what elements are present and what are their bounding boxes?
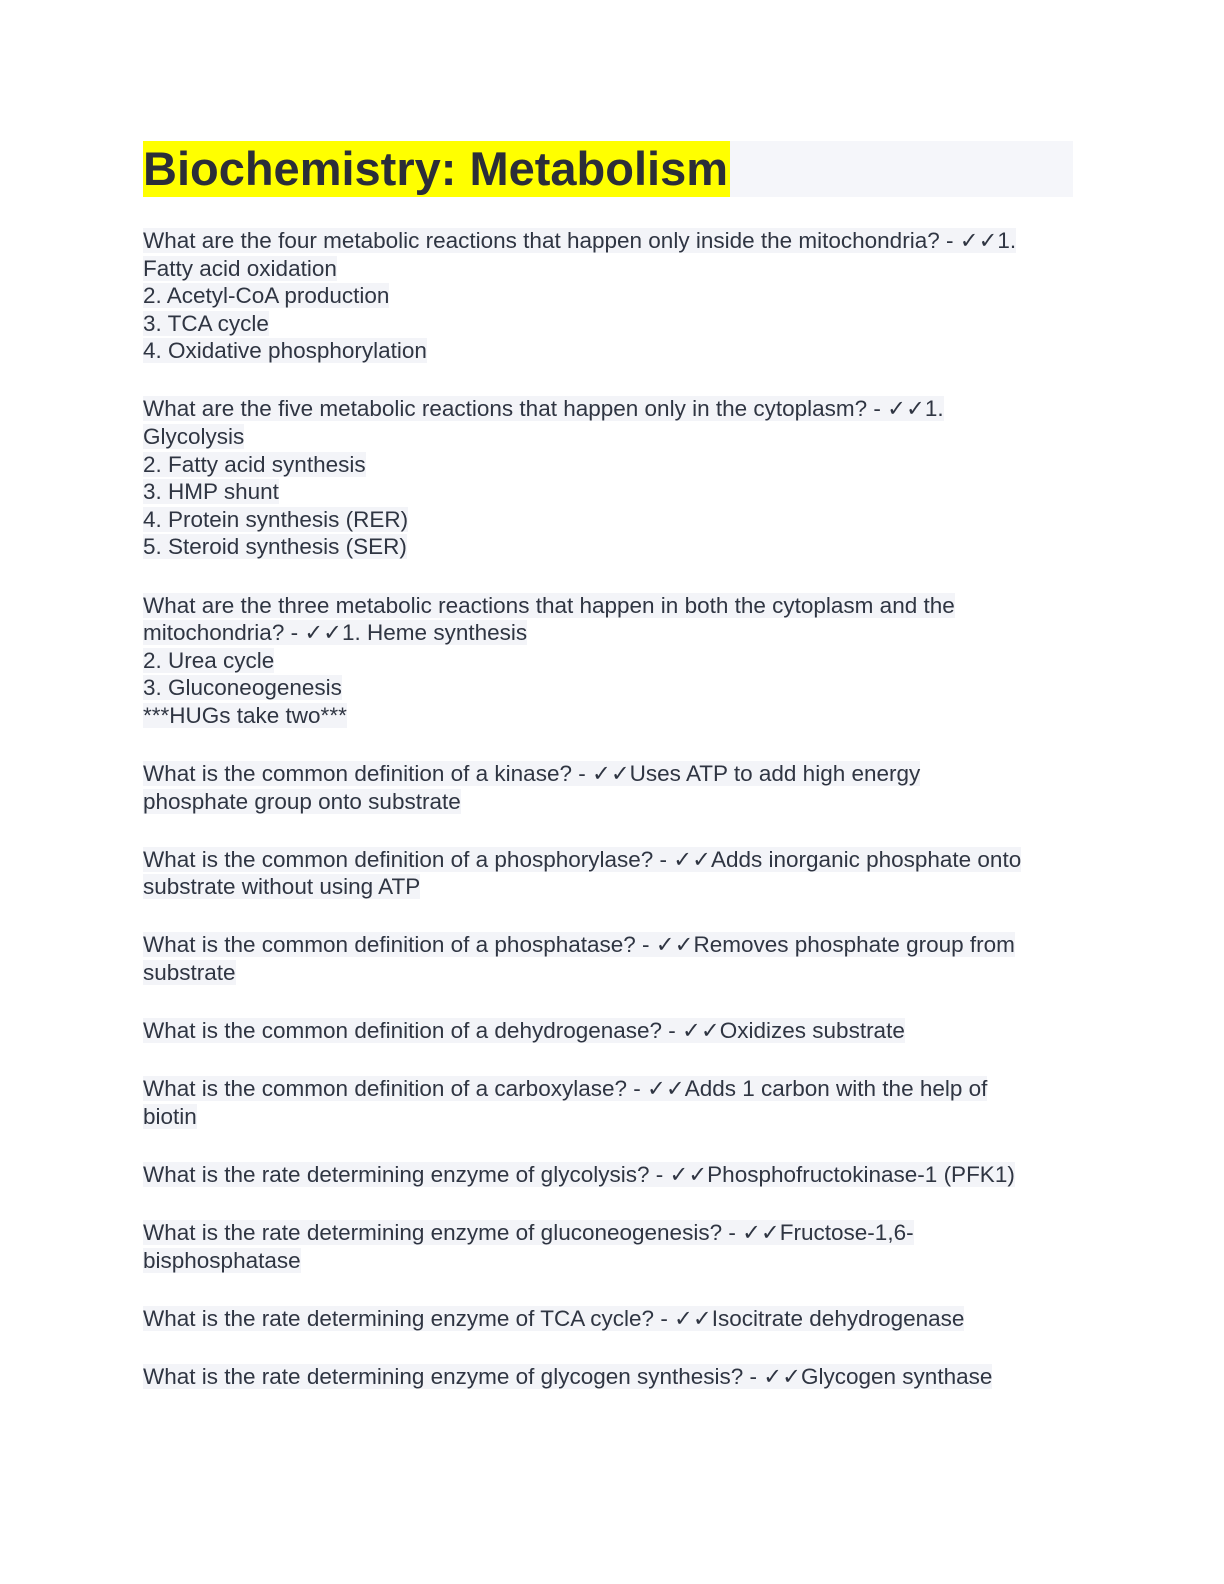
qa-line-text: What is the rate determining enzyme of glycolysis? - ✓✓Phosphofructokinase-1 (PFK1) [143,1161,1015,1187]
qa-line [143,846,1073,874]
qa-line [143,674,1073,702]
qa-line-text: What is the common definition of a kinase? - ✓✓Uses ATP to add high energy [143,761,921,786]
qa-item [143,1219,1073,1274]
qa-line [143,282,1073,310]
qa-line-text: 3. TCA cycle [143,310,269,336]
qa-line [143,423,1073,451]
qa-item [143,1075,1073,1130]
qa-line [143,337,1073,365]
qa-line [143,592,1073,620]
qa-line-text: substrate without using ATP [143,874,421,900]
qa-line [143,506,1073,534]
qa-line-text: Glycolysis [143,424,245,450]
qa-line [143,255,1073,283]
qa-line-text: ***HUGs take two*** [143,702,347,728]
qa-line-text: What is the common definition of a dehydrogenase? - ✓✓Oxidizes substrate [143,1018,905,1044]
document-title: Biochemistry: Metabolism [143,142,729,195]
qa-line-text: 3. HMP shunt [143,479,279,505]
qa-item [143,395,1073,561]
qa-item [143,1363,1073,1391]
qa-line-text: 4. Protein synthesis (RER) [143,506,409,532]
qa-line [143,760,1073,788]
qa-line-text: bisphosphatase [143,1247,301,1273]
title-band [143,141,1073,197]
qa-list [143,227,1073,1390]
qa-line [143,702,1073,730]
qa-line [143,1075,1073,1103]
qa-line [143,1219,1073,1247]
qa-line-text: What is the common definition of a phosphatase? - ✓✓Removes phosphate group from [143,932,1015,958]
qa-line [143,873,1073,901]
qa-line [143,1103,1073,1131]
qa-line [143,959,1073,987]
qa-line-text: Fatty acid oxidation [143,255,337,281]
qa-item [143,1161,1073,1189]
qa-line [143,1161,1073,1189]
qa-line [143,1305,1073,1333]
qa-line [143,1017,1073,1045]
qa-line [143,1247,1073,1275]
qa-line [143,451,1073,479]
qa-line [143,619,1073,647]
qa-line [143,788,1073,816]
qa-line-text: 3. Gluconeogenesis [143,675,342,701]
qa-line-text: substrate [143,959,236,985]
qa-item [143,931,1073,986]
qa-line [143,395,1073,423]
qa-line-text: 2. Fatty acid synthesis [143,451,366,477]
qa-line [143,533,1073,561]
qa-line [143,1363,1073,1391]
qa-line-text: What is the common definition of a carboxylase? - ✓✓Adds 1 carbon with the help of [143,1076,988,1102]
qa-line-text: 5. Steroid synthesis (SER) [143,534,407,560]
qa-line [143,647,1073,675]
qa-line [143,931,1073,959]
qa-item [143,227,1073,365]
qa-line [143,227,1073,255]
qa-line-text: mitochondria? - ✓✓1. Heme synthesis [143,620,528,646]
qa-line-text: biotin [143,1103,197,1129]
qa-line-text: What is the rate determining enzyme of glycogen synthesis? - ✓✓Glycogen synthase [143,1363,993,1389]
qa-line-text: phosphate group onto substrate [143,788,461,814]
qa-item [143,1017,1073,1045]
qa-line-text: What are the five metabolic reactions that happen only in the cytoplasm? - ✓✓1. [143,396,944,422]
qa-line [143,310,1073,338]
qa-line [143,478,1073,506]
qa-line-text: What are the four metabolic reactions that happen only inside the mitochondria? - ✓✓1. [143,228,1017,253]
qa-line-text: 2. Acetyl-CoA production [143,283,390,309]
qa-line-text: What are the three metabolic reactions that happen in both the cytoplasm and the [143,592,955,618]
qa-line-text: 2. Urea cycle [143,647,275,673]
qa-line-text: 4. Oxidative phosphorylation [143,338,427,364]
qa-item [143,846,1073,901]
qa-line-text: What is the rate determining enzyme of gluconeogenesis? - ✓✓Fructose-1,6- [143,1219,914,1245]
qa-item [143,592,1073,730]
qa-line-text: What is the common definition of a phosphorylase? - ✓✓Adds inorganic phosphate onto [143,846,1022,872]
qa-line-text: What is the rate determining enzyme of TCA cycle? - ✓✓Isocitrate dehydrogenase [143,1305,965,1331]
qa-item [143,1305,1073,1333]
qa-item [143,760,1073,815]
document-page [143,141,1073,1421]
